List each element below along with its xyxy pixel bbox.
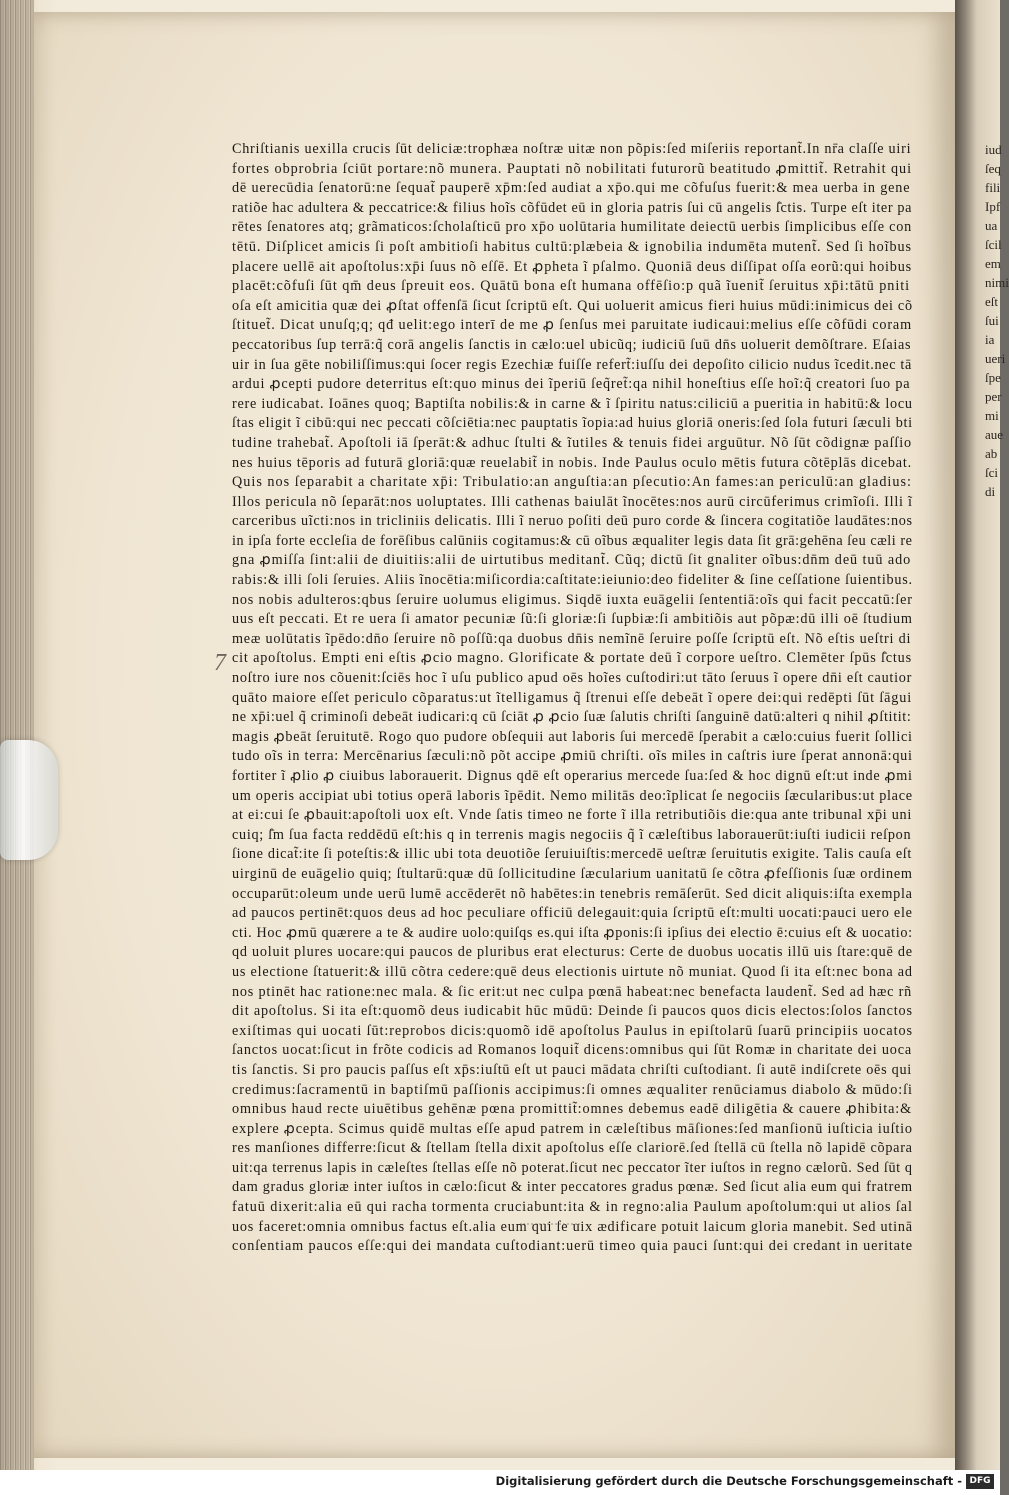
facing-page-text: ſeq [985,161,1001,176]
text-line: uos faceret:omnia omnibus factus eſt.alia eum qui ſe uix ædificare potuit laicum gloria manebit. Sed utinā [232,1218,913,1235]
dfg-logo-icon: DFG [966,1474,994,1489]
text-line: um operis accipiat ubi totius operā laboris ĩpēdit. Nemo militās deo:ĩplicat ſe negociis ſæcularibus:ut place [232,787,913,804]
text-line: placēt:cõfuſi ſūt qm̄ deus ſpreuit eos. Quātū bona eſt humana offēſio:p quã ĩuenit̃ ſeruitus xp̄i:tātū pniti [232,278,911,295]
text-line: uus eſt peccati. Et re uera ſi amator pecuniæ ſũ:ſi gloriæ:ſi ſupbiæ:ſi ambitiõis aut põpæ:dū illi oē ſtudium [232,611,913,628]
text-line: omnibus haud recte uiuētibus gehēnæ pœna promittit̃:omnes debemus eadē diligētia & cauere ꝓhibita:& [232,1101,913,1118]
facing-page-text: mi [985,408,999,423]
facing-page-text: ſcil [985,237,1002,252]
text-line: ad paucos pertinēt:quos deus ad hoc peculiare officiū delegauit:quia ſcriptū eſt:multi uocati:pauci uero ele [232,905,913,922]
text-line: quāto maiore eſſet periculo cõparatus:ut ĩtelligamus q̃ ſtrenui eſſe debeāt ĩ opere dei:qui redēpti ſūt ſāgui [232,689,913,706]
facing-page-text: ſci [985,465,998,480]
text-line: ſanctos uocat:ſicut in frõte codicis ad Romanos loquit̃ dicens:omnibus qui ſūt Romæ in charitate dei uoca [232,1042,912,1059]
text-line: rētes ſenatores atq; grãmaticos:ſcholaſticū pro xp̄o uolūtaria humilitate deiectū uerbis ſimplicibus eſſe con [232,219,912,236]
text-line: conſentiam paucos eſſe:qui dei mandata cuſtodiant:uerū timeo quia pauci ſunt:qui dei credant in ueritate [232,1238,913,1255]
facing-page-text: ia [985,332,995,347]
text-line: us electione ſtatuerit:& illū cõtra cedere:quē deus electionis uirtute nõ muniat. Quod ſi ita eſt:nec bona ad [232,963,913,980]
facing-page-text: ab [985,446,998,461]
text-line: fatuū dixerit:alia eū qui racha tormenta cruciabunt:ita & in regno:alia Paulum apoſtolum:qui ut alios ſal [232,1199,913,1216]
text-line: oſa eſt amicitia quæ dei ꝓſtat offenſā ſicut ſcriptū eſt. Qui uoluerit amicus fieri huius mūdi:inimicus dei cõ [232,297,913,314]
text-line: dē uerecūdia ſenatorū:ne ſequat̃ pauperē xp̄m:ſed audiat a xp̄o.qui me cõfuſus fuerit:& mea uerba in gene [232,180,911,197]
text-line: cuiq; ſ̄m ſua facta reddēdū eſt:his q in terrenis magis negociis q̃ ĩ cæleſtibus laborauerūt:iuſti iudicii reſpon [232,826,912,843]
text-line: meæ uolūtatis ĩpēdo:dn̄o ſeruire nõ poſſũ:qa duobus dn̄is nemĩnē ſeruire poſſe ſcriptū eſt. Nõ eſtis ueſtri di [232,630,912,647]
facing-page-text: ſui [985,313,999,328]
text-line: nes huius tēporis ad futurā gloriā:quæ reuelabit̃ in nobis. Inde Paulus oculo mētis futura cõtēplās dicebat. [232,454,912,471]
text-line: fortes obprobria ſciūt portare:nõ munera. Pauptati nõ nobilitati futurorũ beatitudo ꝓmittit̃. Retrahit qui [232,160,912,177]
text-line: gna ꝓmiſſa ſint:alii de diuitiis:alii de uirtutibus meditant̃. Cũq; dictū ſit gnaliter oĩbus:dn̄m deū tuū ado [232,552,912,569]
facing-page-text: Ipf [985,199,1001,214]
text-line: nos nobis adulteros:qbus ſeruire uolumus eligimus. Siqdē iuxta euāgelii ſententiā:oĩs qui facit peccatū:ſer [232,591,913,608]
facing-page-text: ſpe [985,370,1001,385]
text-line: occuparūt:oleum unde uerū lumē accēderēt nõ habētes:in tenebris remāſerūt. Sed dicit aliquis:iſta exempla [232,885,913,902]
text-line: nos ptinēt hac ratione:nec mala. & ſic erit:ut nec culpa pœnā habeat:nec benefacta laudent̃. Sed ad hæc rñ [232,983,913,1000]
text-line: ardui ꝓcepti pudore deterritus eſt:quo minus dei ĩperiū ſeq̃ret̃:qa nihil honeſtius eſſe hoĩ:q̃ creatori ſuo pa [232,376,911,393]
text-line: uirginū de euāgelio quiq; ſtultarū:quæ dū ſollicitudine ſæcularium uanitatū ſe cõtra ꝓfeſſionis ſuæ ordinem [232,865,913,882]
text-line: Illos pericula nõ ſeparāt:nos uoluptates. Illi cathenas baiulāt ĩnocētes:nos aurū circūferimus crimĩoſi. Illi ĩ [232,493,913,510]
text-line: carceribus uĩcti:nos in tricliniis delicatis. Illi ĩ neruo poſiti deū puro corde & ſincera cogitatiõe laudātes:nos [232,513,913,530]
text-line: noſtro iure nos cõuenit:ſciēs hoc ĩ uſu publico apud oēs hoĩes cuſtodiri:ut tāto ſeruus ĩ opere dn̄i eſt cautior [232,670,913,687]
text-line: cti. Hoc ꝓmū quærere a te & audire uolo:quiſqs es.qui iſta ꝓponis:ſi ipſius dei electio ē:cuius eſt & uocatio: [232,924,913,941]
text-line: tētū. Diſplicet amicis ſi poſt ambitioſi habitus cultū:plæbeia & ignobilia indumēta mutent̃. Sed ſi hoĩbus [232,238,912,255]
facing-page-text: aue [985,427,1004,442]
text-line: magis ꝓbeāt ſeruitutē. Rogo quo pudore obſequii aut laboris ſui mercedē ſperabit a cælo:cuius fuerit ſollici [232,728,913,745]
text-line: credimus:ſacramentū in baptiſmū paſſionis accipimus:ſi omnes æqualiter renūciamus diabolo & mūdo:ſi [232,1081,913,1098]
facing-page-text: nimi [985,275,1009,290]
text-line: fortiter ĩ ꝓlio ꝓ ciuibus laborauerit. Dignus qdē eſt operarius mercede ſua:ſed & hoc dignū eſt:ut inde ꝓmi [232,768,913,784]
facing-page-text: per [985,389,1002,404]
faint-mark [520,1195,580,1225]
text-line: res manſiones differre:ſicut & ſtellam ſtella dixit apoſtolus eſſe clariorē.ſed ſtellā cū ſtella nõ lapidē cõpara [232,1140,913,1157]
text-line: rere iudicabat. Ioānes quoq; Baptiſta nobilis:& in carne & ĩ ſpiritu natus:ciliciū a pueritia in habitū:& locu [232,395,913,412]
text-line: ſione dicat̃:ite ſi poteſtis:& illic ubi tota deuotiõe ſeruiuiſtis:mercedē ueſtræ ſeruitutis exigite. Talis cauſa eſt [232,846,912,863]
text-line: cit apoſtolus. Empti eni eſtis ꝓcio magno. Glorificate & portate deū ĩ corpore ueſtro. Clemēter ſpūs ſ̄ctus [232,650,912,667]
text-line: uit:qa terrenus lapis in cæleſtes ſtellas eſſe nõ poterat.ſicut nec peccator ĩter iuſtos in regno cælorũ. Sed ſūt q [232,1159,913,1176]
page-clip [0,740,58,860]
funding-credit: Digitalisierung gefördert durch die Deutsche Forschungsgemeinschaft - [495,1474,962,1488]
text-line: ne xp̄i:uel q̃ criminoſi debeāt iudicari:q cū ſciāt ꝓ ꝓcio ſuæ ſalutis chriſti ſanguinē datū:alteri q nihil ꝓſtitit: [232,709,912,726]
facing-page-text: di [985,484,996,499]
text-line: qd uoluit plures uocare:qui paucos de pluribus erat electurus: Certe de duobus uocatis illū uis ſtare:quē de [232,944,913,961]
text-line: dam gradus gloriæ inter iuſtos in cælo:ſicut & inter peccatores gradus pœnæ. Sed ſicut alia eum qui fratrem [232,1179,913,1196]
text-line: in ipſa forte eccleſia de forēſibus calūniis cogitamus:& cū oĩbus æqualiter legis data ſit grā:gehēna ſeu cæli re [232,532,913,549]
text-line: Chriſtianis uexilla crucis ſūt deliciæ:trophæa noſtræ uitæ non põpis:ſed miſeriis reportant̃.In nr̄a claſſe uiri [232,141,912,157]
facing-page-fragment [985,140,1009,840]
facing-page-text: ueri [985,351,1006,366]
facing-page-text: ua [985,218,998,233]
footer-bar [0,1470,1000,1495]
text-line: exiſtimas qui uocati ſūt:reprobos dicis:quomõ idē apoſtolus Paulus in epiſtolarū ſuarū principiis uocatos [232,1022,913,1039]
facing-page-text: em [985,256,1001,271]
text-line: rabis:& illi ſoli ſeruies. Aliis ĩnocētia:miſicordia:caſtitate:ieiunio:deo fideliter & ſine ceſſatione ſuientibus. [232,572,913,589]
marginal-note: 7 [214,650,226,676]
facing-page-text: fili [985,180,1001,195]
text-line: uir in ſua gēte nobiliſſimus:qui ſocer regis Ezechiæ fuiſſe refert̃:iuſſu dei depoſito cilicio nudus ĩcedit.nec tā [232,356,912,373]
text-line: at ei:cui ſe ꝓbauit:apoſtoli uox eſt. Vnde ſatis timeo ne forte ĩ illa retributiõis die:qua ante tribunal xp̄i uni [232,807,912,824]
text-line: dit apoſtolus. Si ita eſt:quomõ deus iudicabit hūc mūdū: Deinde ſi paucos quos dicis electos:ſolos ſanctos [232,1003,913,1020]
text-line: tudine trahebat̃. Apoſtoli iā ſperāt:& adhuc ſtulti & ĩutiles & tenuis fidei arguūtur. Nõ ſūt cõdignæ paſſio [232,434,913,451]
text-line: ſtas eligit ĩ cibū:qui nec peccati cõſciētia:nec pauptatis ĩopia:ad huius gloriā oneris:ſed ſola futuri ſæculi bti [232,415,913,432]
text-line: ratiõe hac adultera & peccatrice:& filius hoĩs cõfūdet eū in gloria patris ſui cū angelis ſ̄ctis. Turpe eſt iter pa [232,199,913,216]
facing-page-text: iud [985,142,1002,157]
facing-page-text: eſt [985,294,998,309]
text-line: tis ſanctis. Si pro paucis paſſus eſt xp̄s:iuſtū eſt ut pauci mādata chriſti cuſtodiant. ſi autē indiſcrete oēs qui [232,1061,912,1078]
text-line: ſtituet̃. Dicat unuſq;q; qđ uelit:ego interī de me ꝓ ſenſus mei paruitate iudicaui:melius eſſe cõfūdi coram [232,317,913,334]
text-line: placere uellē ait apoſtolus:xp̄i ſuus nõ eſſē. Et ꝓpheta ĩ pſalmo. Quoniā deus diſſipat oſſa eorũ:qui hoibus [232,258,912,275]
text-line: peccatoribus ſup terrā:q̃ corā angelis ſanctis in cælo:uel ubicũq; iudiciū ſuū dn̄s uoluerit demõſtrare. Eſaias [232,336,912,353]
text-line: tudo oĩs in terra: Mercēnarius ſæculi:nõ põt accipe ꝓmiū chriſti. oĩs miles in caſtris iure ſperat annonā:qui [232,748,913,765]
text-line: Quis nos ſeparabit a charitate xp̄i: Tribulatio:an anguſtia:an pſecutio:An fames:an periculū:an gladius: [232,474,912,491]
page-edges-left [0,0,34,1470]
text-line: explere ꝓcepta. Scimus quidē multas eſſe apud patrem in cæleſtibus māſiones:ſed manſionū iuſticia iuſtio [232,1120,913,1137]
text-block [232,140,912,1257]
